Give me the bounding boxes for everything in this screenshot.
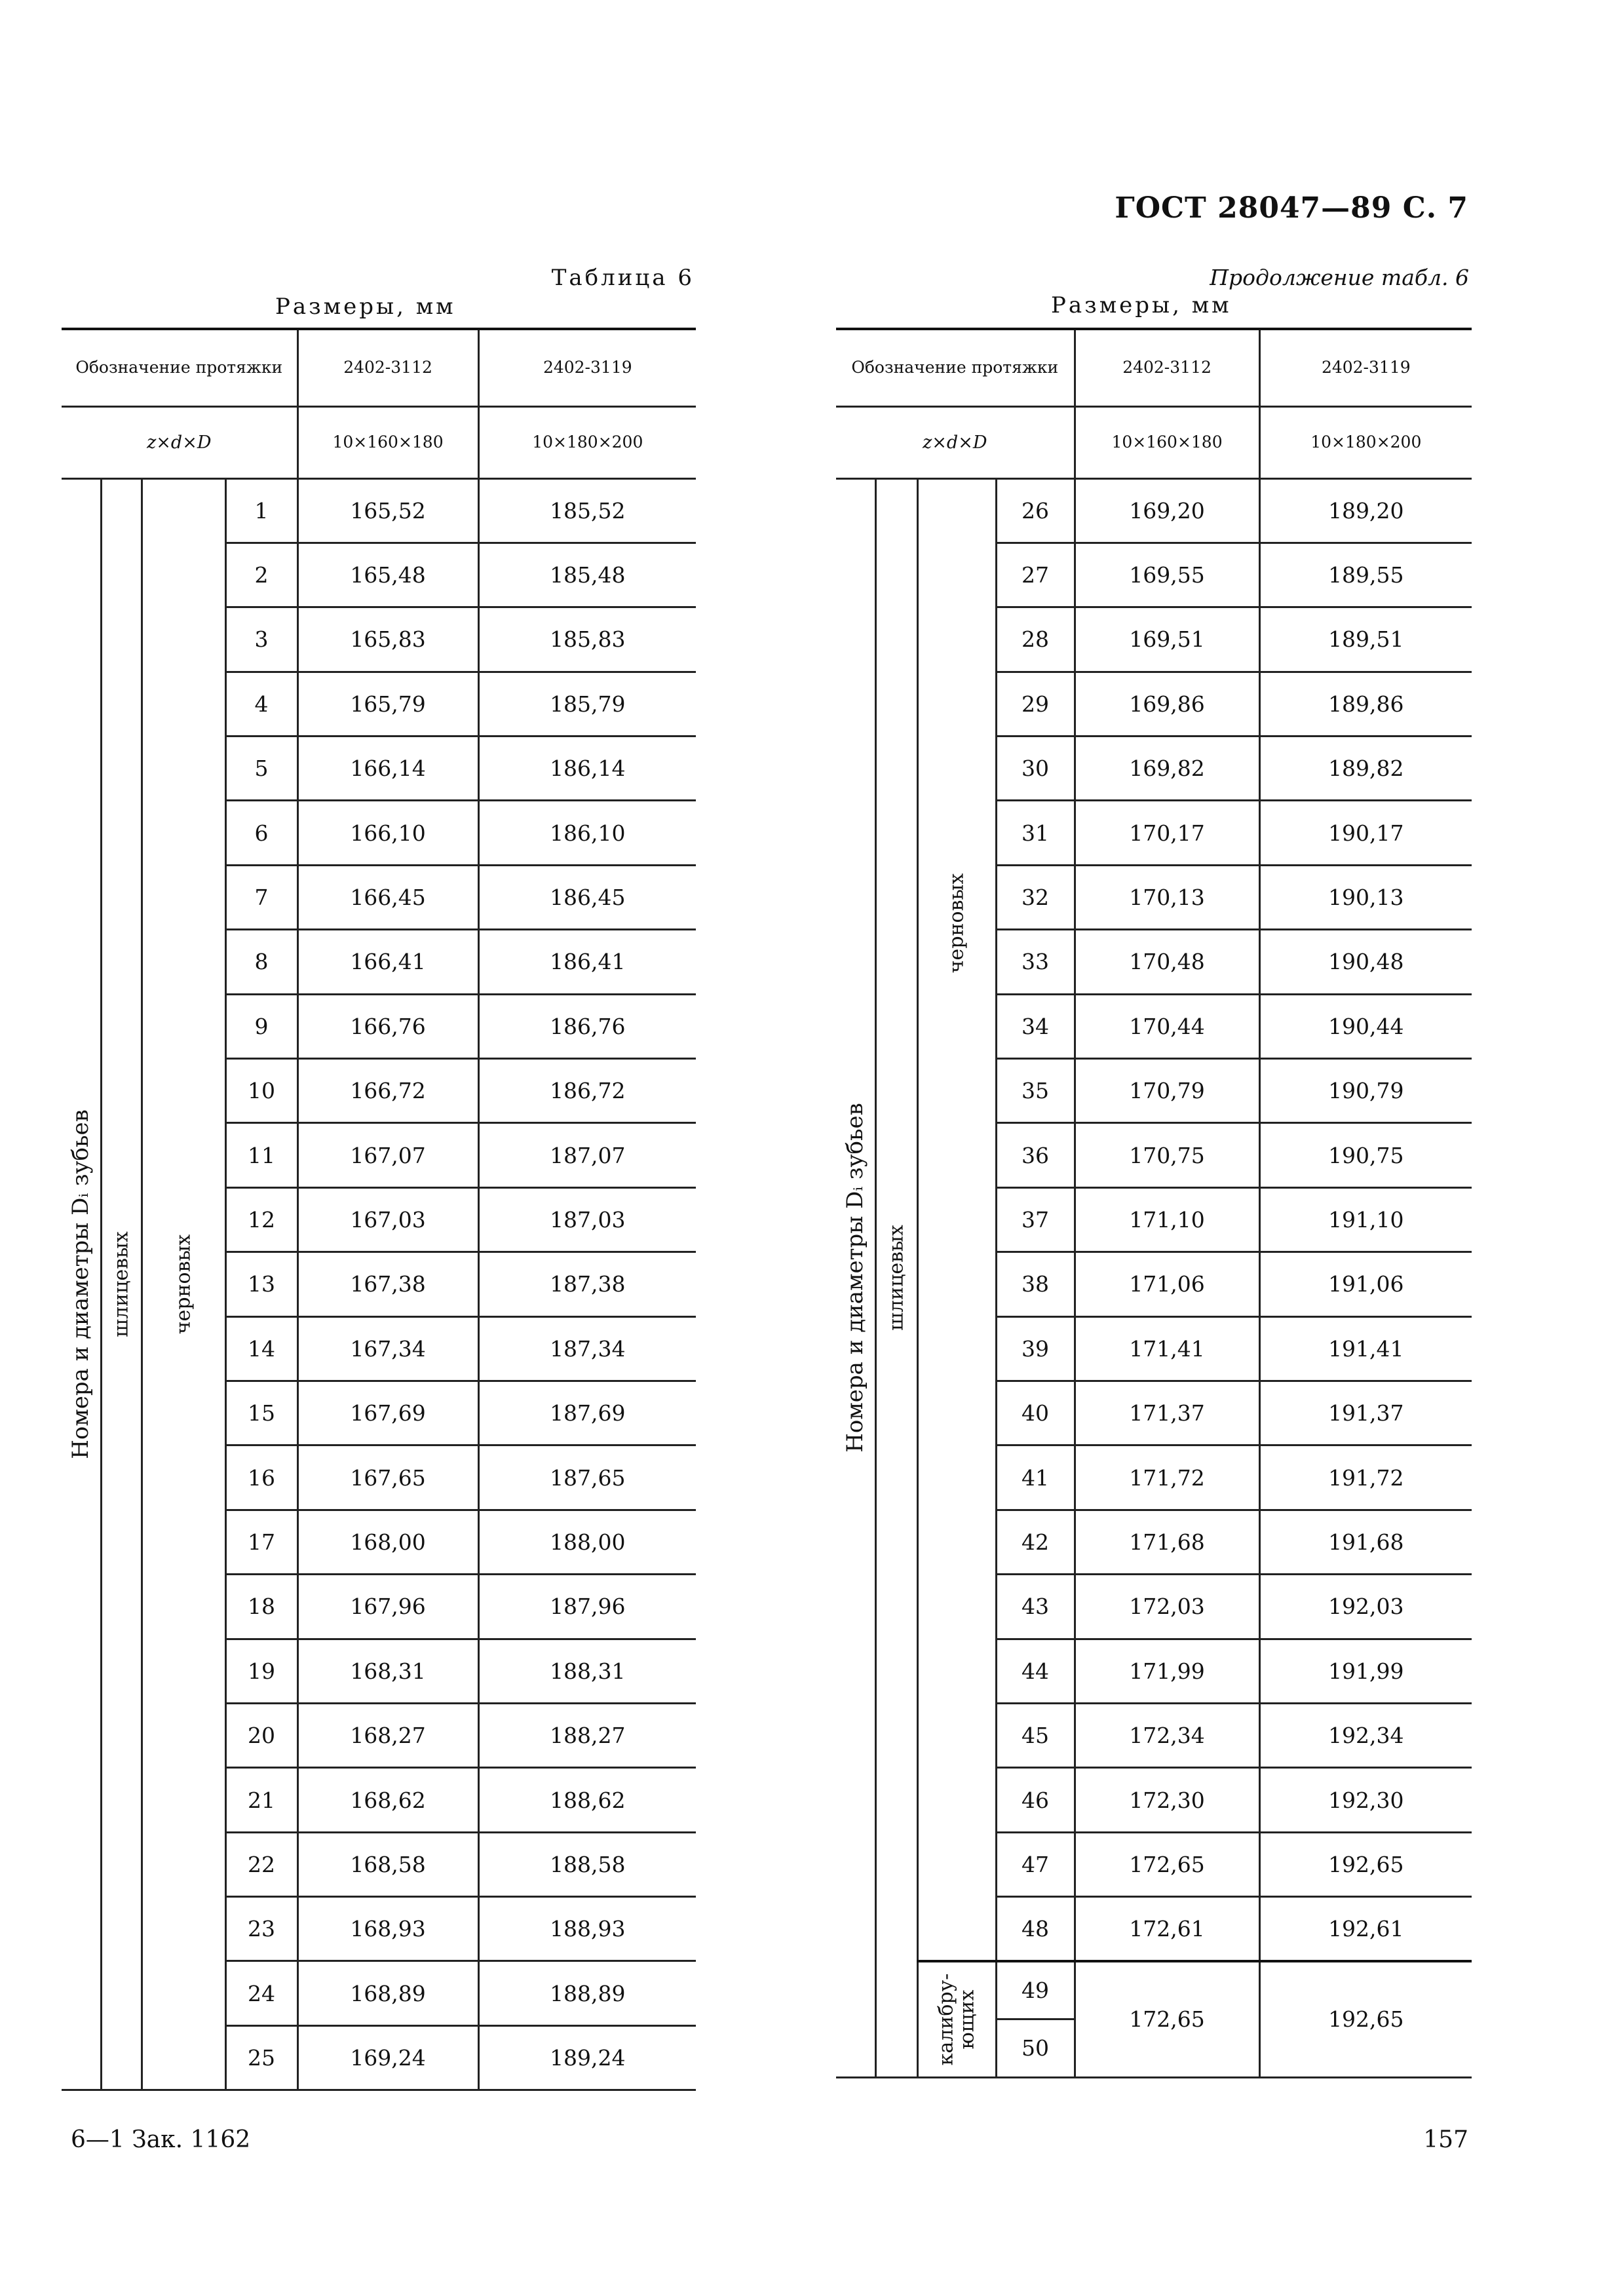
diameter-2402-3119: 187,96 xyxy=(478,1575,696,1639)
diameter-2402-3119: 186,10 xyxy=(478,801,696,865)
diameter-2402-3112: 170,13 xyxy=(1075,865,1259,929)
diameter-2402-3119: 191,06 xyxy=(1259,1252,1472,1316)
tooth-number: 14 xyxy=(225,1316,297,1381)
right-calib-label xyxy=(917,1961,996,2077)
tooth-number: 2 xyxy=(225,543,297,607)
tooth-number: 44 xyxy=(996,1639,1075,1703)
diameter-2402-3112: 167,96 xyxy=(297,1575,478,1639)
diameter-2402-3119: 187,07 xyxy=(478,1123,696,1187)
tooth-number: 49 xyxy=(996,1961,1075,2019)
right-section-label xyxy=(917,478,996,1961)
diameter-2402-3119: 192,34 xyxy=(1259,1703,1472,1767)
diameter-2402-3112: 169,82 xyxy=(1075,737,1259,801)
diameter-2402-3119: 192,65 xyxy=(1259,1961,1472,2077)
tooth-number: 4 xyxy=(225,672,297,736)
tooth-number: 26 xyxy=(996,478,1075,543)
diameter-2402-3112: 168,58 xyxy=(297,1832,478,1896)
right-section-label-text: черновых xyxy=(945,873,968,974)
diameter-2402-3119: 192,03 xyxy=(1259,1575,1472,1639)
diameter-2402-3112: 172,03 xyxy=(1075,1575,1259,1639)
diameter-2402-3112: 166,76 xyxy=(297,994,478,1058)
diameter-2402-3119: 186,14 xyxy=(478,737,696,801)
tooth-number: 1 xyxy=(225,478,297,543)
diameter-2402-3119: 188,00 xyxy=(478,1510,696,1574)
diameter-2402-3112: 170,79 xyxy=(1075,1059,1259,1123)
diameter-2402-3119: 188,58 xyxy=(478,1832,696,1896)
diameter-2402-3119: 190,17 xyxy=(1259,801,1472,865)
left-col-header-2: 2402-3119 xyxy=(478,329,696,406)
right-subgroup-label xyxy=(875,478,917,2077)
diameter-2402-3112: 166,14 xyxy=(297,737,478,801)
diameter-2402-3112: 165,48 xyxy=(297,543,478,607)
diameter-2402-3112: 168,00 xyxy=(297,1510,478,1574)
left-section-label xyxy=(142,478,225,2090)
page-header-title: ГОСТ 28047—89 С. 7 xyxy=(1115,191,1468,225)
diameter-2402-3112: 165,83 xyxy=(297,607,478,672)
diameter-2402-3119: 188,27 xyxy=(478,1703,696,1767)
tooth-number: 30 xyxy=(996,737,1075,801)
right-header-label: Обозначение протяжки xyxy=(836,329,1075,406)
footer-page-number: 157 xyxy=(1423,2126,1468,2153)
tooth-number: 6 xyxy=(225,801,297,865)
diameter-2402-3112: 168,89 xyxy=(297,1961,478,2025)
left-subgroup-label-text: шлицевых xyxy=(109,1231,133,1337)
diameter-2402-3112: 172,65 xyxy=(1075,1832,1259,1896)
diameter-2402-3112: 168,93 xyxy=(297,1897,478,1961)
diameter-2402-3119: 191,72 xyxy=(1259,1445,1472,1510)
diameter-2402-3119: 185,48 xyxy=(478,543,696,607)
tooth-number: 27 xyxy=(996,543,1075,607)
diameter-2402-3112: 171,68 xyxy=(1075,1510,1259,1574)
tooth-number: 24 xyxy=(225,1961,297,2025)
tooth-number: 5 xyxy=(225,737,297,801)
tooth-number: 32 xyxy=(996,865,1075,929)
diameter-2402-3112: 169,20 xyxy=(1075,478,1259,543)
tooth-number: 8 xyxy=(225,930,297,994)
diameter-2402-3112: 166,45 xyxy=(297,865,478,929)
diameter-2402-3112: 169,24 xyxy=(297,2025,478,2090)
diameter-2402-3112: 168,27 xyxy=(297,1703,478,1767)
tooth-number: 38 xyxy=(996,1252,1075,1316)
tooth-number: 31 xyxy=(996,801,1075,865)
diameter-2402-3112: 168,62 xyxy=(297,1768,478,1832)
tooth-number: 20 xyxy=(225,1703,297,1767)
diameter-2402-3112: 170,44 xyxy=(1075,994,1259,1058)
diameter-2402-3119: 185,79 xyxy=(478,672,696,736)
diameter-2402-3112: 169,51 xyxy=(1075,607,1259,672)
diameter-2402-3119: 188,89 xyxy=(478,1961,696,2025)
diameter-2402-3119: 187,65 xyxy=(478,1445,696,1510)
tooth-number: 18 xyxy=(225,1575,297,1639)
diameter-2402-3119: 191,68 xyxy=(1259,1510,1472,1574)
right-subheader-label: z×d×D xyxy=(836,406,1075,478)
tooth-number: 23 xyxy=(225,1897,297,1961)
diameter-2402-3112: 171,72 xyxy=(1075,1445,1259,1510)
diameter-2402-3112: 169,55 xyxy=(1075,543,1259,607)
diameter-2402-3112: 167,34 xyxy=(297,1316,478,1381)
tooth-number: 16 xyxy=(225,1445,297,1510)
diameter-2402-3119: 189,20 xyxy=(1259,478,1472,543)
diameter-2402-3119: 185,52 xyxy=(478,478,696,543)
diameter-2402-3119: 188,62 xyxy=(478,1768,696,1832)
diameter-2402-3112: 170,17 xyxy=(1075,801,1259,865)
right-dims-1: 10×160×180 xyxy=(1075,406,1259,478)
left-col-header-1: 2402-3112 xyxy=(297,329,478,406)
diameter-2402-3119: 190,44 xyxy=(1259,994,1472,1058)
tooth-number: 35 xyxy=(996,1059,1075,1123)
tooth-number: 25 xyxy=(225,2025,297,2090)
right-table-sizes-caption: Размеры, мм xyxy=(1051,292,1232,318)
tooth-number: 9 xyxy=(225,994,297,1058)
diameter-2402-3119: 185,83 xyxy=(478,607,696,672)
tooth-number: 45 xyxy=(996,1703,1075,1767)
right-group-label xyxy=(836,478,875,2077)
diameter-2402-3119: 186,45 xyxy=(478,865,696,929)
diameter-2402-3112: 171,10 xyxy=(1075,1187,1259,1252)
tooth-number: 34 xyxy=(996,994,1075,1058)
right-col-header-2: 2402-3119 xyxy=(1259,329,1472,406)
diameter-2402-3119: 192,30 xyxy=(1259,1768,1472,1832)
left-section-label-text: черновых xyxy=(172,1234,195,1335)
diameter-2402-3112: 165,52 xyxy=(297,478,478,543)
left-group-label xyxy=(62,478,101,2090)
diameter-2402-3112: 172,30 xyxy=(1075,1768,1259,1832)
diameter-2402-3119: 186,41 xyxy=(478,930,696,994)
diameter-2402-3112: 171,99 xyxy=(1075,1639,1259,1703)
diameter-2402-3112: 167,03 xyxy=(297,1187,478,1252)
diameter-2402-3119: 186,76 xyxy=(478,994,696,1058)
diameter-2402-3119: 189,55 xyxy=(1259,543,1472,607)
tooth-number: 36 xyxy=(996,1123,1075,1187)
diameter-2402-3119: 188,31 xyxy=(478,1639,696,1703)
left-subheader-label: z×d×D xyxy=(62,406,297,478)
diameter-2402-3119: 190,79 xyxy=(1259,1059,1472,1123)
footer-order-number: 6—1 Зак. 1162 xyxy=(71,2126,251,2153)
left-table xyxy=(62,328,696,2091)
diameter-2402-3112: 171,41 xyxy=(1075,1316,1259,1381)
diameter-2402-3119: 188,93 xyxy=(478,1897,696,1961)
diameter-2402-3119: 189,86 xyxy=(1259,672,1472,736)
tooth-number: 50 xyxy=(996,2019,1075,2078)
left-group-label-text: Номера и диаметры Dᵢ зубьев xyxy=(67,1109,94,1459)
tooth-number: 46 xyxy=(996,1768,1075,1832)
diameter-2402-3112: 170,75 xyxy=(1075,1123,1259,1187)
tooth-number: 42 xyxy=(996,1510,1075,1574)
left-header-label: Обозначение протяжки xyxy=(62,329,297,406)
diameter-2402-3119: 190,13 xyxy=(1259,865,1472,929)
diameter-2402-3112: 167,07 xyxy=(297,1123,478,1187)
diameter-2402-3112: 166,72 xyxy=(297,1059,478,1123)
tooth-number: 29 xyxy=(996,672,1075,736)
diameter-2402-3112: 167,65 xyxy=(297,1445,478,1510)
tooth-number: 12 xyxy=(225,1187,297,1252)
diameter-2402-3112: 168,31 xyxy=(297,1639,478,1703)
tooth-number: 48 xyxy=(996,1897,1075,1961)
diameter-2402-3119: 187,34 xyxy=(478,1316,696,1381)
left-subgroup-label xyxy=(101,478,142,2090)
diameter-2402-3119: 187,38 xyxy=(478,1252,696,1316)
diameter-2402-3119: 189,24 xyxy=(478,2025,696,2090)
tooth-number: 11 xyxy=(225,1123,297,1187)
diameter-2402-3112: 170,48 xyxy=(1075,930,1259,994)
tooth-number: 40 xyxy=(996,1381,1075,1445)
right-col-header-1: 2402-3112 xyxy=(1075,329,1259,406)
tooth-number: 19 xyxy=(225,1639,297,1703)
diameter-2402-3112: 172,34 xyxy=(1075,1703,1259,1767)
diameter-2402-3112: 171,37 xyxy=(1075,1381,1259,1445)
tooth-number: 10 xyxy=(225,1059,297,1123)
diameter-2402-3119: 190,48 xyxy=(1259,930,1472,994)
diameter-2402-3119: 191,10 xyxy=(1259,1187,1472,1252)
diameter-2402-3119: 192,65 xyxy=(1259,1832,1472,1896)
tooth-number: 28 xyxy=(996,607,1075,672)
diameter-2402-3112: 167,38 xyxy=(297,1252,478,1316)
tooth-number: 39 xyxy=(996,1316,1075,1381)
right-subgroup-label-text: шлицевых xyxy=(885,1225,908,1331)
right-table-caption: Продолжение табл. 6 xyxy=(1210,265,1469,290)
tooth-number: 47 xyxy=(996,1832,1075,1896)
diameter-2402-3112: 171,06 xyxy=(1075,1252,1259,1316)
diameter-2402-3119: 190,75 xyxy=(1259,1123,1472,1187)
right-dims-2: 10×180×200 xyxy=(1259,406,1472,478)
diameter-2402-3119: 191,37 xyxy=(1259,1381,1472,1445)
tooth-number: 21 xyxy=(225,1768,297,1832)
tooth-number: 22 xyxy=(225,1832,297,1896)
tooth-number: 13 xyxy=(225,1252,297,1316)
left-dims-2: 10×180×200 xyxy=(478,406,696,478)
left-table-caption: Таблица 6 xyxy=(551,265,695,291)
tooth-number: 15 xyxy=(225,1381,297,1445)
diameter-2402-3119: 191,99 xyxy=(1259,1639,1472,1703)
diameter-2402-3112: 167,69 xyxy=(297,1381,478,1445)
tooth-number: 17 xyxy=(225,1510,297,1574)
tooth-number: 33 xyxy=(996,930,1075,994)
right-calib-label-text: калибру- ющих xyxy=(934,1973,978,2066)
diameter-2402-3119: 189,82 xyxy=(1259,737,1472,801)
diameter-2402-3119: 192,61 xyxy=(1259,1897,1472,1961)
right-group-label-text: Номера и диаметры Dᵢ зубьев xyxy=(842,1103,869,1453)
diameter-2402-3112: 166,41 xyxy=(297,930,478,994)
right-table xyxy=(836,328,1472,2078)
diameter-2402-3119: 189,51 xyxy=(1259,607,1472,672)
diameter-2402-3119: 186,72 xyxy=(478,1059,696,1123)
left-dims-1: 10×160×180 xyxy=(297,406,478,478)
diameter-2402-3112: 172,61 xyxy=(1075,1897,1259,1961)
tooth-number: 3 xyxy=(225,607,297,672)
tooth-number: 7 xyxy=(225,865,297,929)
left-table-sizes-caption: Размеры, мм xyxy=(275,294,456,320)
tooth-number: 41 xyxy=(996,1445,1075,1510)
diameter-2402-3112: 169,86 xyxy=(1075,672,1259,736)
diameter-2402-3112: 166,10 xyxy=(297,801,478,865)
diameter-2402-3119: 191,41 xyxy=(1259,1316,1472,1381)
diameter-2402-3112: 172,65 xyxy=(1075,1961,1259,2077)
diameter-2402-3112: 165,79 xyxy=(297,672,478,736)
diameter-2402-3119: 187,03 xyxy=(478,1187,696,1252)
tooth-number: 43 xyxy=(996,1575,1075,1639)
tooth-number: 37 xyxy=(996,1187,1075,1252)
diameter-2402-3119: 187,69 xyxy=(478,1381,696,1445)
